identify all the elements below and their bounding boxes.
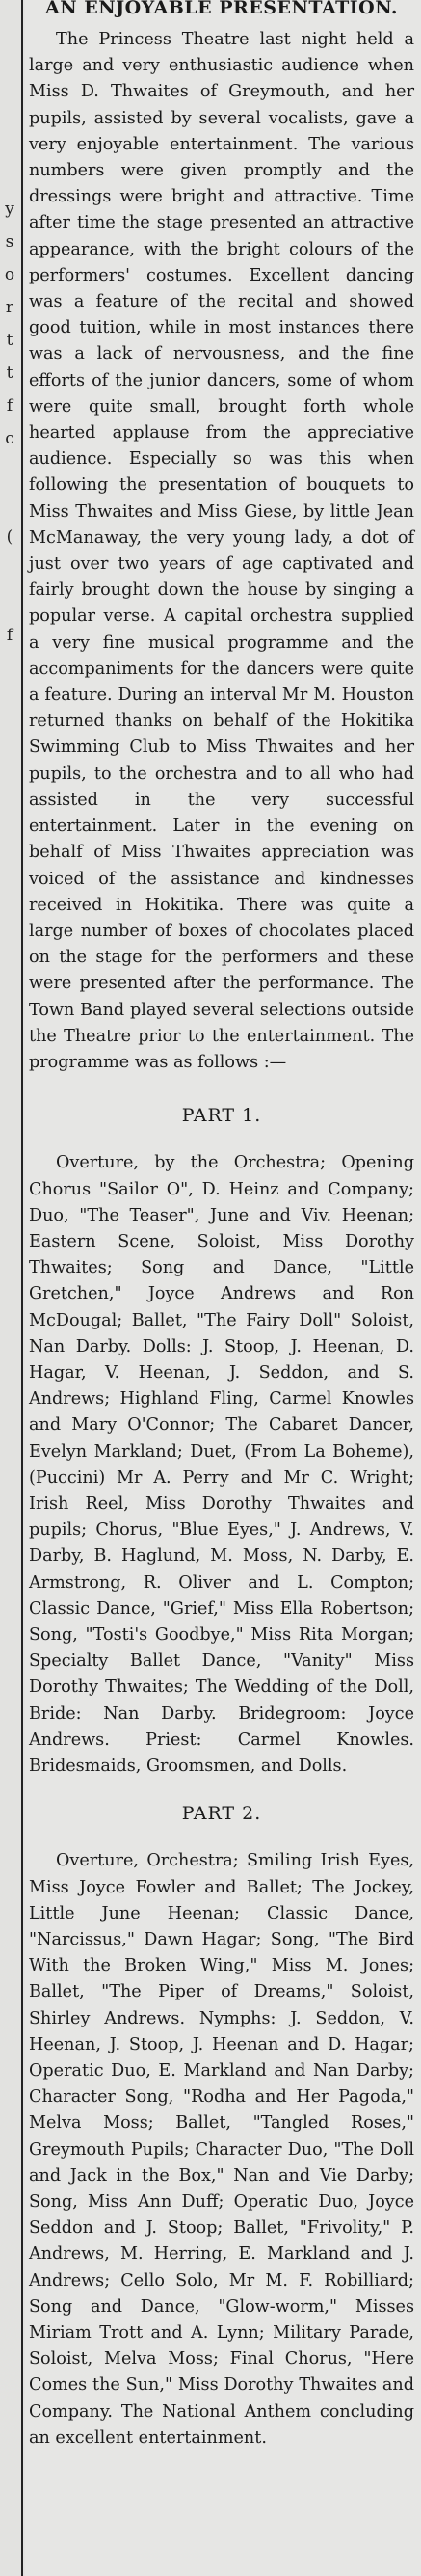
margin-letter: f xyxy=(6,396,13,416)
part-1-heading: PART 1. xyxy=(181,1105,262,1127)
part-2-heading: PART 2. xyxy=(181,1803,262,1825)
margin-letter: f xyxy=(6,626,13,645)
margin-letter: y xyxy=(5,200,14,219)
margin-letter xyxy=(3,488,16,521)
part-2-programme: Overture, Orchestra; Smiling Irish Eyes, Miss Joyce Fowler and Ballet; The Jockey, Little June Heenan; Classic Dance, "Narcissus," Dawn Hagar; Song, "The Bird With the Broken Wing," Miss M. Jones; Ballet, "The Piper of Dreams," Soloist, Shirley Andrews. Nymphs: J. Seddon, V. Heenan, J. Stoop, J. Heenan and D. Hagar; Operatic Duo, E. Markland and Nan Darby; Character Song, "Rodha and Her Pagoda," Melva Moss; Ballet, "Tangled Roses," Greymouth Pupils; Character Duo, "The Doll and Jack in the Box," Nan and Vie Darby; Song, Miss Ann Duff; Operatic Duo, Joyce Seddon and J. Stoop; Ballet, "Frivolity," P. Andrews, M. Herring, E. Markland and J. Andrews; Cello Solo, Mr M. F. Robilliard; Song and Dance, "Glow-worm," Misses Miriam Trott and A. Lynn; Military Parade, Soloist, Melva Moss; Final Chorus, "Here Comes the Sun," Miss Dorothy Thwaites and Company. The National Anthem concluding an excellent entertainment. xyxy=(29,1851,414,2448)
margin-letter: s xyxy=(5,232,14,252)
intro-paragraph: The Princess Theatre last night held a large and very enthusiastic audience when Miss D. Thwaites of Greymouth, and her pupils, assisted by several vocalists, gave a very enjoyable entertainment. The various numbers were given promptly and the dressings were bright and attractive. Time after time the stage presented an attractive appearance, with the bright colours of the performers' costumes. Excellent dancing was a feature of the recital and showed good tuition, while in most instances there was a lack of nervousness, and the fine efforts of the junior dancers, some of whom were quite small, brought forth whole hearted applause from the appreciative audience. Especially so was this when following the presentation of bouquets to Miss Thwaites and Miss Giese, by little Jean McManaway, the very young lady, a dot of just over two years of age captivated and fairly brought down the house by singing a popular verse. A capital orchestra supplied a very fine musical programme and the accompaniments for the dancers were quite a feature. During an interval Mr M. Houston returned thanks on behalf of the Hokitika Swimming Club to Miss Thwaites and her pupils, to the orchestra and to all who had assisted in the very successful entertainment. Later in the evening on behalf of Miss Thwaites appreciation was voiced of the assistance and kindnesses received in Hokitika. There was quite a large number of boxes of chocolates placed on the stage for the performers and these were presented after the performance. The Town Band played several selections outside the Theatre prior to the entertainment. The programme was as follows :— xyxy=(29,30,414,1072)
margin-letter: ( xyxy=(6,527,13,547)
margin-letter: t xyxy=(6,331,13,350)
margin-letter xyxy=(3,455,16,488)
margin-letter xyxy=(3,586,16,619)
margin-letter xyxy=(3,553,16,586)
margin-letter: t xyxy=(6,363,13,383)
part-1-programme: Overture, by the Orchestra; Opening Chorus "Sailor O", D. Heinz and Company; Duo, "The Teaser", June and Viv. Heenan; Eastern Scene, Soloist, Miss Dorothy Thwaites; Song and Dance, "Little Gretchen," Joyce Andrews and Ron McDougal; Ballet, "The Fairy Doll" Soloist, Nan Darby. Dolls: J. Stoop, J. Heenan, D. Hagar, V. Heenan, J. Seddon, and S. Andrews; Highland Fling, Carmel Knowles and Mary O'Connor; The Cabaret Dancer, Evelyn Markland; Duet, (From La Boheme), (Puccini) Mr A. Perry and Mr C. Wright; Irish Reel, Miss Dorothy Thwaites and pupils; Chorus, "Blue Eyes," J. Andrews, V. Darby, B. Haglund, M. Moss, N. Darby, E. Armstrong, R. Oliver and L. Compton; Classic Dance, "Grief," Miss Ella Robertson; Song, "Tosti's Goodbye," Miss Rita Morgan; Specialty Ballet Dance, "Vanity" Miss Dorothy Thwaites; The Wedding of the Doll, Bride: Nan Darby. Bridegroom: Joyce Andrews. Priest: Carmel Knowles. Bridesmaids, Groomsmen, and Dolls. xyxy=(29,1153,414,1776)
adjacent-column-letters xyxy=(3,193,16,652)
margin-letter: c xyxy=(5,429,14,448)
margin-letter: o xyxy=(4,265,15,284)
margin-letter: r xyxy=(5,298,14,317)
headline: AN ENJOYABLE PRESENTATION. xyxy=(45,0,398,18)
column-rule xyxy=(21,0,23,2576)
article xyxy=(29,0,414,2452)
